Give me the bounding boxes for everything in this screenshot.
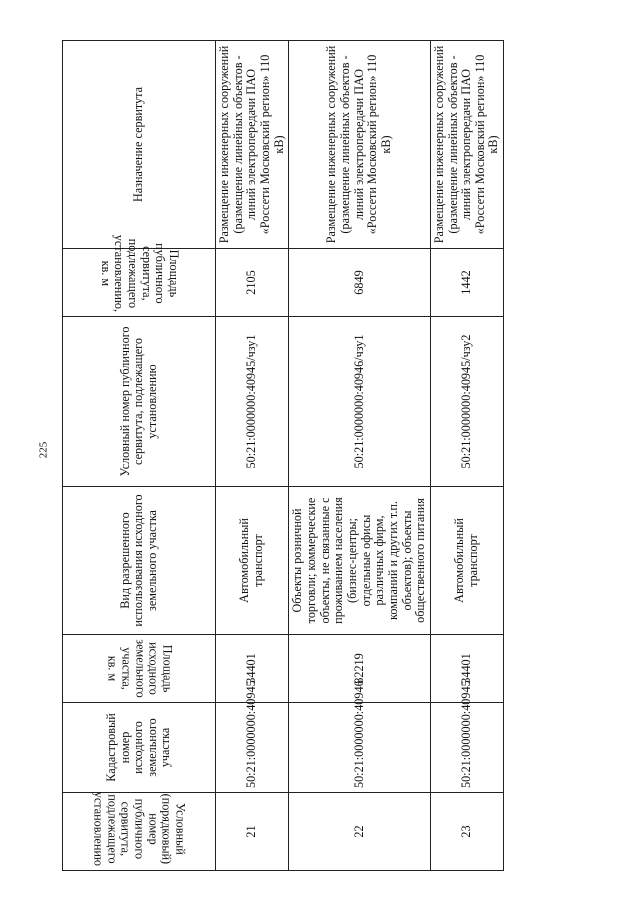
cell-use: Автомобильный транспорт [430, 487, 503, 635]
cell-area-serv: 2105 [216, 249, 289, 317]
header-use: Вид разрешенного использования исходного земельного участка [63, 487, 216, 635]
cell-use: Автомобильный транспорт [216, 487, 289, 635]
header-cond-num: Условный номер публичного сервитута, подлежащего установлению [63, 317, 216, 487]
cell-area-src: 82219 [289, 635, 431, 703]
header-area-src: Площадь исходного земельного участка, кв. м [63, 635, 216, 703]
cell-cadastral: 50:21:0000000:40945 [430, 703, 503, 793]
table-row [289, 41, 431, 871]
cell-cond-num: 50:21:0000000:40946/чзу1 [289, 317, 431, 487]
cell-purpose: Размещение инженерных сооружений (размещение линейных объектов - линий электропередачи ПАО «Россети Московский регион» 110 кВ) [289, 41, 431, 249]
cell-cadastral: 50:21:0000000:40945 [216, 703, 289, 793]
table-header-row [63, 41, 216, 871]
header-cadastral: Кадастровый номер исходного земельного участка [63, 703, 216, 793]
cell-num: 23 [430, 793, 503, 871]
header-area-serv: Площадь публичного сервитута, подлежащего установлению, кв. м [63, 249, 216, 317]
servitude-table [62, 40, 504, 871]
cell-area-src: 34401 [430, 635, 503, 703]
header-purpose: Назначение сервитута [63, 41, 216, 249]
cell-num: 21 [216, 793, 289, 871]
page-number: 225 [37, 441, 50, 459]
header-num: Условный (порядковый) номер публичного сервитута, подлежащего установлению [63, 793, 216, 871]
cell-purpose: Размещение инженерных сооружений (размещение линейных объектов - линий электропередачи ПАО «Россети Московский регион» 110 кВ) [430, 41, 503, 249]
cell-area-serv: 6849 [289, 249, 431, 317]
cell-use: Объекты розничной торговли; коммерческие объекты, не связанные с проживанием населения (бизнес-центры; отдельные офисы различных фирм, компаний и других т.п. объектов); объекты общественного питания [289, 487, 431, 635]
cell-num: 22 [289, 793, 431, 871]
table-row [430, 41, 503, 871]
cell-cond-num: 50:21:0000000:40945/чзу2 [430, 317, 503, 487]
cell-area-serv: 1442 [430, 249, 503, 317]
cell-cadastral: 50:21:0000000:40946 [289, 703, 431, 793]
servitude-table-container [62, 41, 504, 871]
cell-cond-num: 50:21:0000000:40945/чзу1 [216, 317, 289, 487]
table-row [216, 41, 289, 871]
cell-purpose: Размещение инженерных сооружений (размещение линейных объектов - линий электропередачи ПАО «Россети Московский регион» 110 кВ) [216, 41, 289, 249]
cell-area-src: 34401 [216, 635, 289, 703]
